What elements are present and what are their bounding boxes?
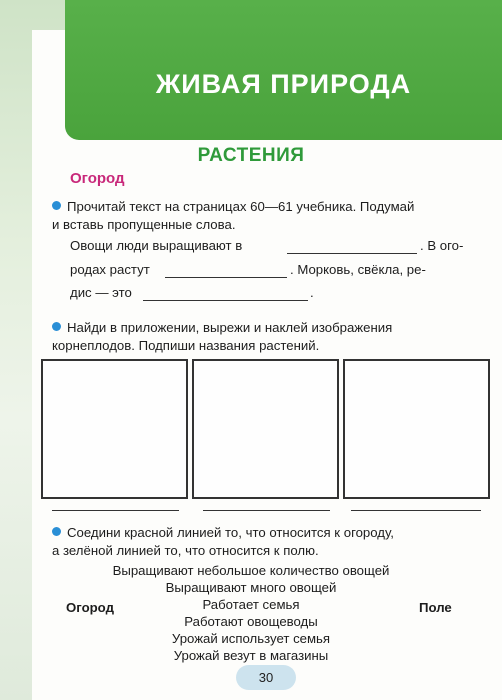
task1-instruction-cont [52, 215, 236, 234]
bullet-icon [52, 322, 61, 331]
task1-instruction [52, 197, 414, 216]
caption-line-3[interactable] [351, 510, 481, 511]
match-statement[interactable]: Урожай везут в магазины [173, 648, 329, 663]
section-subtitle: Огород [70, 170, 125, 187]
task3-instruction [52, 523, 394, 542]
fill-text-5: дис — это [70, 285, 132, 300]
task3-instruction-line2: а зелёной линией то, что относится к полю. [52, 543, 319, 558]
task3-instruction-cont [52, 541, 319, 560]
paste-box-1[interactable] [41, 359, 188, 499]
paste-box-3[interactable] [343, 359, 490, 499]
blank-line-1[interactable] [287, 253, 417, 254]
task3-instruction-line1: Соедини красной линией то, что относится к огороду, [67, 525, 394, 540]
fill-text-1: Овощи люди выращивают в [70, 238, 243, 253]
page-number: 30 [236, 665, 296, 690]
blank-line-2[interactable] [165, 277, 287, 278]
fill-text-4: . Морковь, свёкла, ре- [290, 262, 426, 277]
caption-line-1[interactable] [52, 510, 179, 511]
task2-instruction [52, 318, 392, 337]
fill-text-6: . [310, 285, 314, 300]
paste-box-2[interactable] [192, 359, 339, 499]
match-left-label: Огород [66, 600, 114, 615]
fill-text-3: родах растут [70, 262, 150, 277]
caption-line-2[interactable] [203, 510, 330, 511]
task1-instruction-line2: и вставь пропущенные слова. [52, 217, 236, 232]
section-title: РАСТЕНИЯ [197, 145, 305, 166]
bullet-icon [52, 527, 61, 536]
match-statement[interactable]: Выращивают небольшое количество овощей [112, 563, 390, 578]
match-statement[interactable]: Работает семья [202, 597, 300, 612]
fill-text-2: . В ого- [420, 238, 464, 253]
match-right-label: Поле [419, 600, 452, 615]
task1-instruction-line1: Прочитай текст на страницах 60—61 учебника. Подумай [67, 199, 415, 214]
task2-instruction-line2: корнеплодов. Подпиши названия растений. [52, 338, 320, 353]
chapter-title: ЖИВАЯ ПРИРОДА [155, 69, 412, 99]
chapter-banner [65, 0, 502, 140]
match-statement[interactable]: Урожай использует семья [171, 631, 331, 646]
task2-instruction-cont [52, 336, 319, 355]
match-statement[interactable]: Работают овощеводы [184, 614, 318, 629]
bullet-icon [52, 201, 61, 210]
match-statement[interactable]: Выращивают много овощей [165, 580, 337, 595]
blank-line-3[interactable] [143, 300, 308, 301]
task2-instruction-line1: Найди в приложении, вырежи и наклей изображения [67, 320, 393, 335]
